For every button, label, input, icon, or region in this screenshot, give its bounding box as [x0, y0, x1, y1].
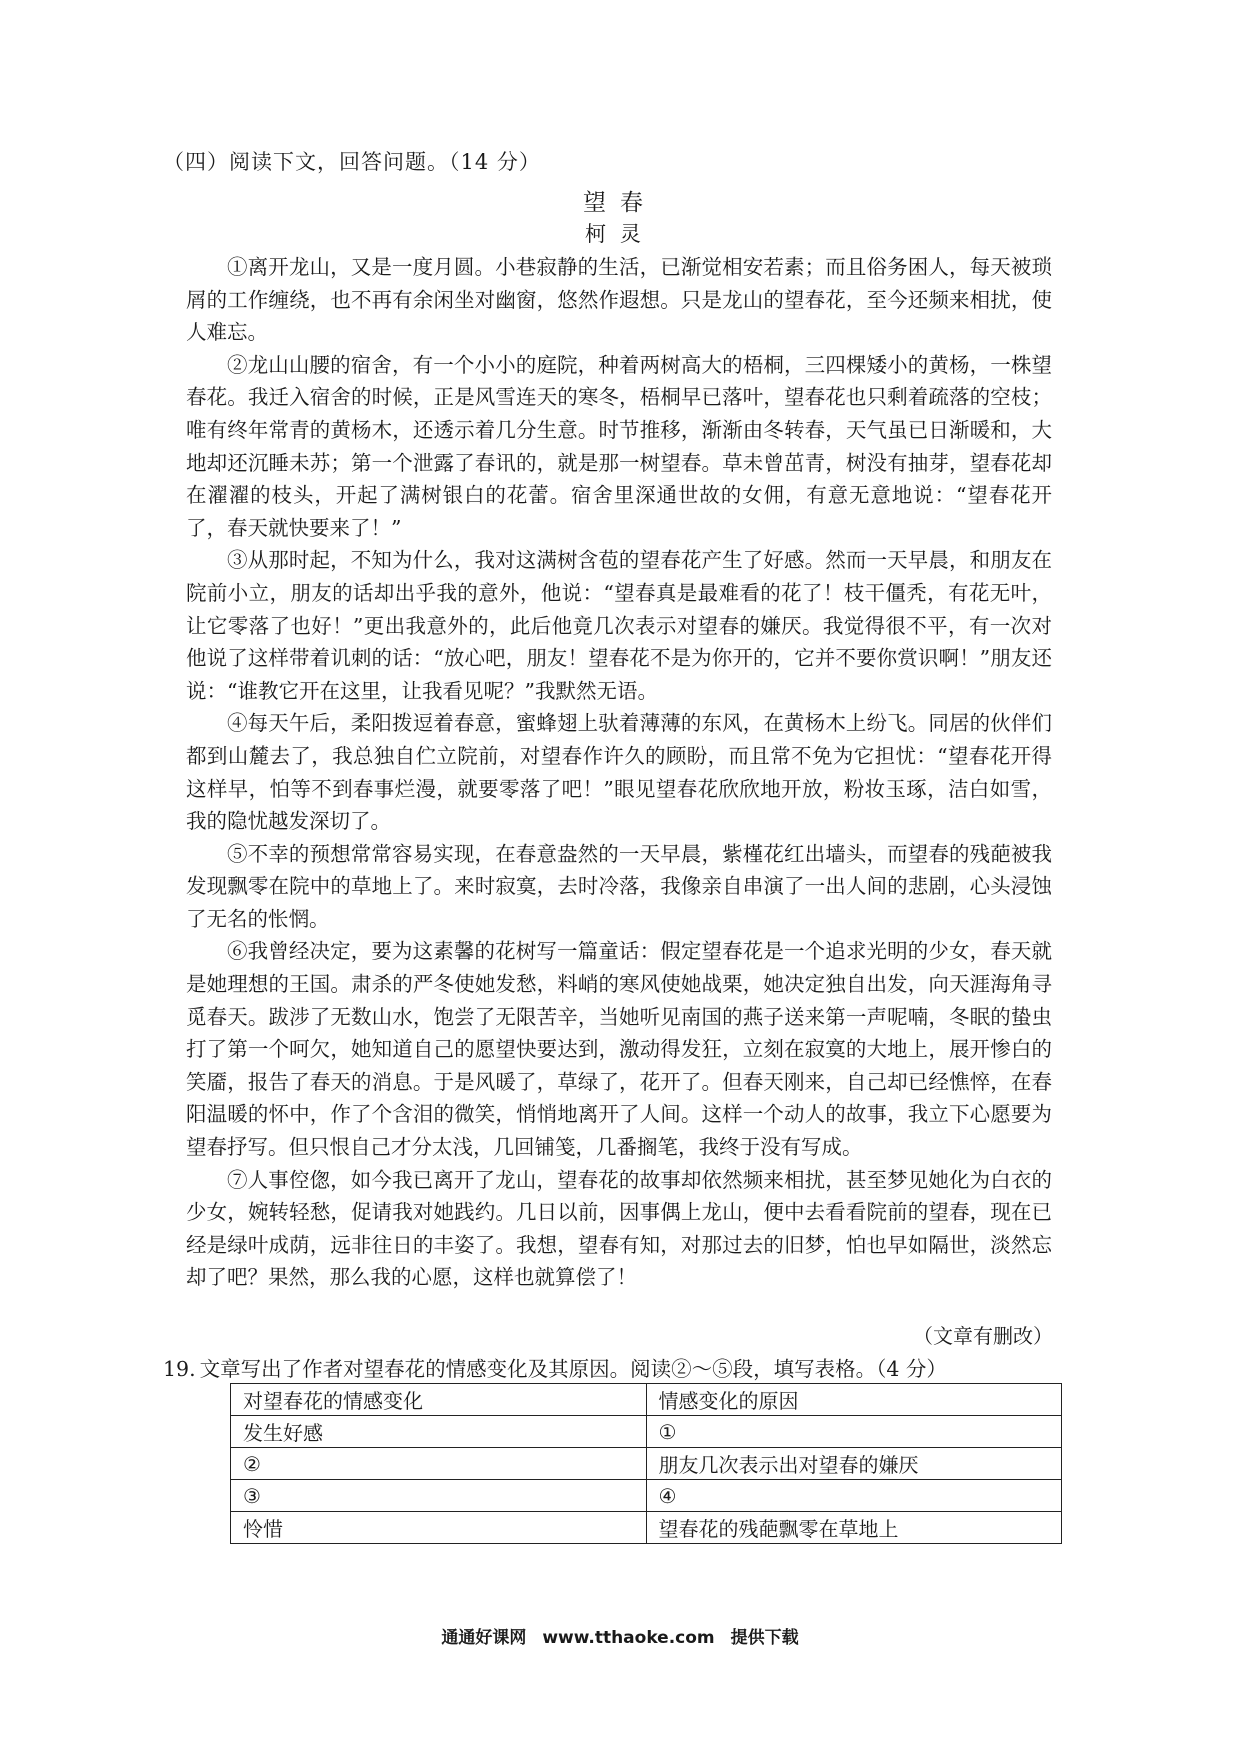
- footer: [0, 1623, 1240, 1648]
- table-cell: 朋友几次表示出对望春的嫌厌: [646, 1448, 1062, 1480]
- table-header-row: [231, 1384, 1062, 1416]
- answer-table: [230, 1383, 1062, 1544]
- table-cell: 望春花的残葩飘零在草地上: [646, 1512, 1062, 1544]
- paragraph-4: ④每天午后，柔阳拨逗着春意，蜜蜂翅上驮着薄薄的东风，在黄杨木上纷飞。同居的伙伴们都到山麓去了，我总独自伫立院前，对望春作许久的顾盼，而且常不免为它担忧：“望春花开得这样早，怕等不到春事烂漫，就要零落了吧！”眼见望春花欣欣地开放，粉妆玉琢，洁白如雪，我的隐忧越发深切了。: [186, 711, 1052, 834]
- article-author: 柯灵: [585, 222, 655, 246]
- article-body: [186, 251, 1052, 1294]
- footer-site-name: 通通好课网: [441, 1628, 527, 1648]
- section-heading: （四）阅读下文，回答问题。（14 分）: [163, 150, 541, 174]
- paragraph-2: ②龙山山腰的宿舍，有一个小小的庭院，种着两树高大的梧桐，三四棵矮小的黄杨，一株望春花。我迁入宿舍的时候，正是风雪连天的寒冬，梧桐早已落叶，望春花也只剩着疏落的空枝；唯有终年常青的黄杨木，还透示着几分生意。时节推移，渐渐由冬转春，天气虽已日渐暖和，大地却还沉睡未苏；第一个泄露了春讯的，就是那一树望春。草未曾茁青，树没有抽芽，望春花却在濯濯的枝头，开起了满树银白的花蕾。宿舍里深通世故的女佣，有意无意地说：“望春花开了，春天就快要来了！”: [186, 352, 1052, 540]
- table-cell: 发生好感: [231, 1416, 647, 1448]
- question-text: 文章写出了作者对望春花的情感变化及其原因。阅读②～⑤段，填写表格。（4 分）: [199, 1357, 947, 1381]
- table-cell: ④: [646, 1480, 1062, 1512]
- table-header-cell: 情感变化的原因: [646, 1384, 1062, 1416]
- paragraph-7: ⑦人事倥偬，如今我已离开了龙山，望春花的故事却依然频来相扰，甚至梦见她化为白衣的少女，婉转轻愁，促请我对她践约。几日以前，因事偶上龙山，便中去看看院前的望春，现在已经是绿叶成荫，远非往日的丰姿了。我想，望春有知，对那过去的旧梦，怕也早如隔世，淡然忘却了吧？果然，那么我的心愿，这样也就算偿了！: [186, 1167, 1052, 1290]
- table-cell: 怜惜: [231, 1512, 647, 1544]
- footer-suffix: 提供下载: [730, 1628, 799, 1648]
- table-row: [231, 1448, 1062, 1480]
- paragraph-6: ⑥我曾经决定，要为这素馨的花树写一篇童话：假定望春花是一个追求光明的少女，春天就是她理想的王国。肃杀的严冬使她发愁，料峭的寒风使她战栗，她决定独自出发，向天涯海角寻觅春天。跋涉了无数山水，饱尝了无限苦辛，当她听见南国的燕子送来第一声呢喃，冬眠的蛰虫打了第一个呵欠，她知道自己的愿望快要达到，激动得发狂，立刻在寂寞的大地上，展开惨白的笑靥，报告了春天的消息。于是风暖了，草绿了，花开了。但春天刚来，自己却已经憔悴，在春阳温暖的怀中，作了个含泪的微笑，悄悄地离开了人间。这样一个动人的故事，我立下心愿要为望春抒写。但只恨自己才分太浅，几回铺笺，几番搁笔，我终于没有写成。: [186, 939, 1052, 1160]
- table-cell: ②: [231, 1448, 647, 1480]
- paragraph-3: ③从那时起，不知为什么，我对这满树含苞的望春花产生了好感。然而一天早晨，和朋友在院前小立，朋友的话却出乎我的意外，他说：“望春真是最难看的花了！枝干僵秃，有花无叶，让它零落了也好！”更出我意外的，此后他竟几次表示对望春的嫌厌。我觉得很不平，有一次对他说了这样带着讥刺的话：“放心吧，朋友！望春花不是为你开的，它并不要你赏识啊！”朋友还说：“谁教它开在这里，让我看见呢？”我默然无语。: [186, 548, 1052, 703]
- table-cell: ①: [646, 1416, 1062, 1448]
- table-cell: ③: [231, 1480, 647, 1512]
- question-19: [163, 1352, 947, 1382]
- footer-url[interactable]: www.tthaoke.com: [542, 1628, 715, 1648]
- paragraph-5: ⑤不幸的预想常常容易实现，在春意盎然的一天早晨，紫槿花红出墙头，而望春的残葩被我发现飘零在院中的草地上了。来时寂寞，去时冷落，我像亲自串演了一出人间的悲剧，心头浸蚀了无名的怅惘。: [186, 841, 1052, 931]
- paragraph-1: ①离开龙山，又是一度月圆。小巷寂静的生活，已渐觉相安若素；而且俗务困人，每天被琐屑的工作缠绕，也不再有余闲坐对幽窗，悠然作遐想。只是龙山的望春花，至今还频来相扰，使人难忘。: [186, 255, 1052, 345]
- question-number: 19.: [163, 1357, 196, 1381]
- edit-note: （文章有删改）: [913, 1324, 1053, 1348]
- table-row: [231, 1512, 1062, 1544]
- table-row: [231, 1480, 1062, 1512]
- table-header-cell: 对望春花的情感变化: [231, 1384, 647, 1416]
- article-title: 望春: [583, 190, 657, 216]
- table-row: [231, 1416, 1062, 1448]
